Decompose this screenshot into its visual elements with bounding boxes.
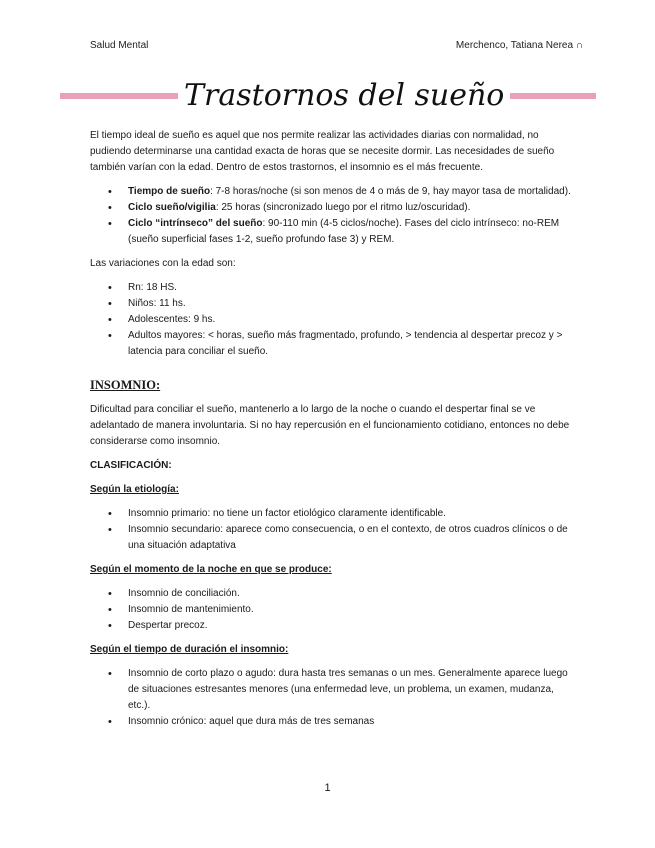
header-author: Merchenco, Tatiana Nerea ∩ (455, 40, 583, 51)
document-body (90, 128, 575, 738)
list-item: • Insomnio crónico: aquel que dura más de tres semanas (128, 714, 575, 730)
title-block (60, 74, 596, 118)
list-item: • Adultos mayores: < horas, sueño más fragmentado, profundo, > tendencia al despertar precoz y > latencia para conciliar el sueño. (128, 328, 575, 360)
list-item: • Despertar precoz. (128, 618, 575, 634)
page-title: Trastornos del sueño (178, 74, 510, 118)
subheading-momento: Según el momento de la noche en que se produce: (90, 564, 332, 575)
intro-paragraph: El tiempo ideal de sueño es aquel que nos permite realizar las actividades diarias con normalidad, no pudiendo determinarse una cantidad exacta de horas que se necesite dormir. Las necesidades de sueño también varían con la edad. Dentro de estos trastornos, el insomnio es el más frecuente. (90, 130, 555, 173)
list-item: • Insomnio de corto plazo o agudo: dura hasta tres semanas o un mes. Generalmente aparece luego de situaciones estresantes menores (una enfermedad leve, un problema, un examen, mudanza, etc.). (128, 666, 575, 714)
variations-intro: Las variaciones con la edad son: (90, 258, 236, 269)
etiologia-list (90, 506, 575, 554)
list-item: • Insomnio secundario: aparece como consecuencia, o en el contexto, de otros cuadros clínicos o de una situación adaptativa (128, 522, 575, 554)
list-item: • Insomnio de conciliación. (128, 586, 575, 602)
insomnio-definition: Dificultad para conciliar el sueño, mantenerlo a lo largo de la noche o cuando el despertar final se ve adelantado de manera involuntaria. Si no hay repercusión en el funcionamiento cotidiano, entonces no debe considerarse como insomnio. (90, 404, 570, 447)
sleep-facts-list (90, 184, 575, 248)
page-number: 1 (324, 782, 331, 794)
momento-list (90, 586, 575, 634)
list-item (128, 216, 575, 248)
fact-term: Tiempo de sueño (128, 186, 211, 197)
list-item: • Insomnio de mantenimiento. (128, 602, 575, 618)
subheading-duracion: Según el tiempo de duración el insomnio: (90, 644, 289, 655)
fact-term: Ciclo sueño/vigilia (128, 202, 216, 213)
fact-text: : 25 horas (sincronizado luego por el ritmo luz/oscuridad). (215, 202, 471, 213)
list-item: • Insomnio primario: no tiene un factor etiológico claramente identificable. (128, 506, 575, 522)
list-item: • Rn: 18 HS. (128, 280, 575, 296)
variations-list (90, 280, 575, 360)
subheading-etiologia: Según la etiología: (90, 484, 179, 495)
list-item (128, 184, 575, 200)
list-item: • Adolescentes: 9 hs. (128, 312, 575, 328)
fact-text: : 90-110 min (4-5 ciclos/noche). Fases del ciclo intrínseco: no-REM (sueño superficial fases 1-2, sueño profundo fase 3) y REM. (128, 218, 560, 245)
header-subject: Salud Mental (90, 40, 149, 51)
list-item: • Niños: 11 hs. (128, 296, 575, 312)
fact-text: : 7-8 horas/noche (si son menos de 4 o más de 9, hay mayor tasa de mortalidad). (210, 186, 571, 197)
fact-term: Ciclo “intrínseco” del sueño (128, 218, 263, 229)
duracion-list (90, 666, 575, 730)
list-item (128, 200, 575, 216)
section-heading-insomnio: INSOMNIO: (90, 378, 161, 392)
clasificacion-heading: CLASIFICACIÓN: (90, 460, 172, 471)
